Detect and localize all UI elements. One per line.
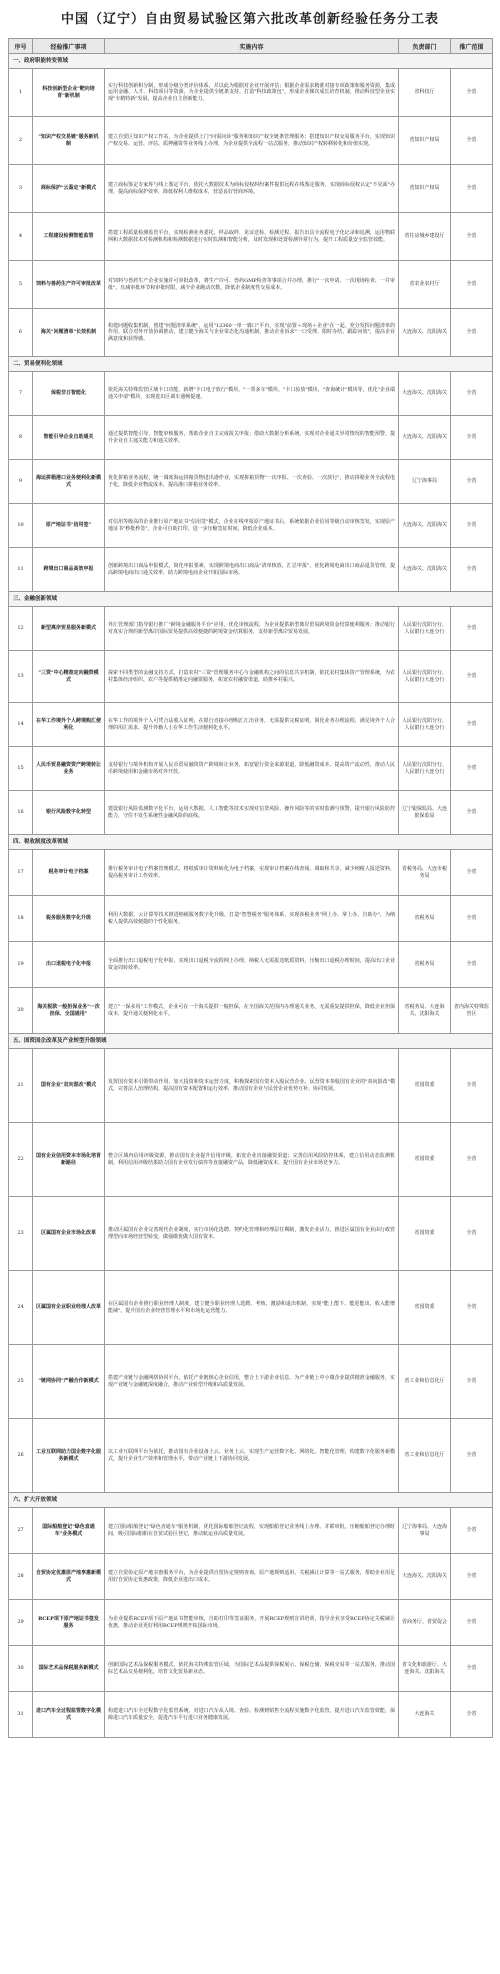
table-row [9, 1692, 493, 1738]
row-item: 国际船舶登记"绿色直通车"业务模式 [33, 1508, 105, 1554]
table-body [9, 54, 493, 1738]
row-content: 建立自贸协定原产地享惠服务平台，为企业提供自贸协定规则查询、原产地规则适用、关税减让计算等一站式服务，帮助企业用足用好自贸协定优惠政策，降低企业进出口成本。 [105, 1554, 399, 1600]
row-content: 利用大数据、云计算等技术推进纳税服务数字化升级，打造"智慧税务"服务体系，实现涉税业务"网上办、掌上办、自助办"，为纳税人提供高效便捷的个性化服务。 [105, 896, 399, 942]
section-title: 一、政府职能转变领域 [9, 54, 493, 69]
row-scope: 全省 [451, 1123, 493, 1197]
header-item: 经验推广事项 [33, 39, 105, 54]
row-index: 12 [9, 607, 33, 651]
row-dept: 辽宁海事局 [399, 460, 451, 504]
row-content: 探索不同类型的金融支持方式，打造农村"三资"管理服务中心与金融机构之间的信息共享机制，依托农村集体资产管理系统，为农村集体经济组织、农户等提供精准定向融资服务，拓宽农村融资渠道，助推乡村振兴。 [105, 651, 399, 703]
row-scope: 全省 [451, 460, 493, 504]
row-index: 23 [9, 1197, 33, 1271]
row-item: 海关税款一般担保业务"一次担保、全国通用" [33, 988, 105, 1034]
row-dept: 大连海关、沈阳海关 [399, 1554, 451, 1600]
row-content: 推行税务审计电子档案管理模式，将纸质审计资料转化为电子档案，实现审计档案在线查阅、调取和共享，减少纳税人报送资料，提高税务审计工作效率。 [105, 850, 399, 896]
row-item: 人民币贸易融资资产跨境转让业务 [33, 747, 105, 791]
row-dept: 省国资委 [399, 1197, 451, 1271]
row-dept: 省国资委 [399, 1271, 451, 1345]
row-item: "知识产权交易链"服务新机制 [33, 117, 105, 165]
row-item: 工程建设检测智能监管 [33, 213, 105, 261]
row-dept: 辽宁海事局、大连海事局 [399, 1508, 451, 1554]
row-content: 优化拼箱业务流程，统一调度海运拼箱货物进出港作业，实现拼箱货物"一次申报、一次查验、一次放行"，推动拼箱业务全流程电子化，降低企业物流成本，提高港口拼箱业务效率。 [105, 460, 399, 504]
table-row [9, 607, 493, 651]
table-row [9, 1419, 493, 1493]
row-index: 28 [9, 1554, 33, 1600]
row-item: 银行风险数字化转型 [33, 791, 105, 835]
row-scope: 省内海关特殊监管区 [451, 988, 493, 1034]
table-row [9, 416, 493, 460]
row-item: 工业互联网助力国企数字化服务新模式 [33, 1419, 105, 1493]
section-row [9, 54, 493, 69]
row-item: 新型离岸贸易服务新模式 [33, 607, 105, 651]
row-item: 进口汽车全过程监管数字化模式 [33, 1692, 105, 1738]
row-content: 全面推行出口退税电子化申报，实现出口退税全流程网上办理，纳税人无需报送纸质资料，压缩出口退税办理时间，提高出口企业资金周转效率。 [105, 942, 399, 988]
row-dept: 人民银行沈阳分行、人民银行大连分行 [399, 703, 451, 747]
task-table [8, 38, 493, 1738]
row-content: 实行科技创新积分制，形成分级分类评价体系，并以此为根据对企业开展评估；根据企业需求精准对接专项政策和服务资源，集成运用金融、人才、科技项目等资源，为企业提供全链条支持，打造"科技政策包"，形成企业梯次成长培育机制，推动科技型企业实现"专精特新"发展，提高企业自主创新能力。 [105, 69, 399, 117]
table-header-row [9, 39, 493, 54]
row-item: 在华工作境外个人跨境购汇便利化 [33, 703, 105, 747]
row-index: 18 [9, 896, 33, 942]
row-index: 20 [9, 988, 33, 1034]
row-item: 税务服务数字化升级 [33, 896, 105, 942]
row-dept: 人民银行沈阳分行、人民银行大连分行 [399, 651, 451, 703]
table-row [9, 261, 493, 309]
row-dept: 省住房城乡建设厅 [399, 213, 451, 261]
page-title: 中国（辽宁）自由贸易试验区第六批改革创新经验任务分工表 [60, 12, 439, 27]
row-index: 15 [9, 747, 33, 791]
header-dept: 负责部门 [399, 39, 451, 54]
row-content: 构建问题收集机制，创建"问题清单系统"，运用"12360一单一骑口"平台，实现"前置＋现场＋企业"在一起，充分发挥问题清单的作用，联合对外开放协调推动，建立健全海关与企业常态化沟通机制，推动企业诉求"一口受理、限时办结、跟踪问效"，提高企业满意度和获得感。 [105, 309, 399, 357]
row-dept: 省税务局 [399, 896, 451, 942]
table-row [9, 1600, 493, 1646]
row-dept: 人民银行沈阳分行、人民银行大连分行 [399, 747, 451, 791]
row-dept: 省税务局、大连市税务局 [399, 850, 451, 896]
table-row [9, 1345, 493, 1419]
row-scope: 全省 [451, 1554, 493, 1600]
row-item: 海运拼箱港口业务便利化新模式 [33, 460, 105, 504]
row-index: 17 [9, 850, 33, 896]
row-index: 8 [9, 416, 33, 460]
row-item: 区属国有企业市场化改革 [33, 1197, 105, 1271]
row-item: 国有企业信用资本市场化培育新路径 [33, 1123, 105, 1197]
header-index: 序号 [9, 39, 33, 54]
section-row [9, 592, 493, 607]
table-row [9, 850, 493, 896]
row-content: 建设银行风险监测数字化平台，运用大数据、人工智能等技术实现对信贷风险、操作风险等的实时监测与预警，提升银行风险防控能力，守住不发生系统性金融风险的底线。 [105, 791, 399, 835]
row-dept: 大连海关、沈阳海关 [399, 372, 451, 416]
row-dept: 省工业和信息化厅 [399, 1419, 451, 1493]
row-dept: 省文化和旅游厅、大连海关、沈阳海关 [399, 1646, 451, 1692]
header-content: 实施内容 [105, 39, 399, 54]
row-content: 创新跨境出口商品申报模式，简化申报要素，实现跨境电商出口商品"清单核放、汇总申报"，优化跨境电商出口商品退货管理，提高跨境电商出口通关效率，助力跨境电商企业开拓国际市场。 [105, 548, 399, 592]
table-row [9, 942, 493, 988]
row-index: 31 [9, 1692, 33, 1738]
row-index: 29 [9, 1600, 33, 1646]
section-row [9, 1493, 493, 1508]
row-index: 10 [9, 504, 33, 548]
row-item: 国际艺术品保税服务新模式 [33, 1646, 105, 1692]
row-index: 26 [9, 1419, 33, 1493]
table-row [9, 747, 493, 791]
section-title: 五、国资国企改革及产业转型升级领域 [9, 1034, 493, 1049]
row-index: 2 [9, 117, 33, 165]
row-content: 搭建工程质量检测监管平台，实现检测业务委托、样品取样、见证送检、检测过程、报告出具全流程电子化记录和追溯，运用物联网和大数据技术对检测机构和检测数据进行实时监测和智能分析，及时发现和处置检测异常行为，提升工程质量安全监管效能。 [105, 213, 399, 261]
row-content: 支持银行与境外机构开展人民币贸易融资资产跨境转让业务，拓宽银行资金来源渠道，降低融资成本，提高资产流动性，推动人民币跨境使用和金融市场对外开放。 [105, 747, 399, 791]
section-title: 六、扩大开放领域 [9, 1493, 493, 1508]
row-scope: 全省 [451, 1197, 493, 1271]
table-row [9, 1197, 493, 1271]
row-item: 科技创新型企业"靶向培育"新机制 [33, 69, 105, 117]
row-scope: 全省 [451, 261, 493, 309]
row-dept: 大连海关、沈阳海关 [399, 548, 451, 592]
row-dept: 省国资委 [399, 1049, 451, 1123]
row-content: 建立自贸区知识产权工作站，为企业提供上门"问需问诊"服务和知识产权全链条管理服务；搭建知识产权交易服务平台，实现知识产权交易、运营、评估、质押融资等业务线上办理，为企业提供全流程一站式服务，推动知识产权转移转化和价值实现。 [105, 117, 399, 165]
row-content: 建立商标鉴定专家库与线上鉴定平台，依托大数据技术为商标侵权纠纷案件提供远程在线鉴定服务，实现商标侵权认定"不见面"办理，提高商标保护效率，降低权利人维权成本，营造良好营商环境。 [105, 165, 399, 213]
table-row [9, 117, 493, 165]
table-row [9, 896, 493, 942]
row-index: 19 [9, 942, 33, 988]
row-index: 21 [9, 1049, 33, 1123]
section-row [9, 1034, 493, 1049]
row-scope: 全省 [451, 850, 493, 896]
row-index: 9 [9, 460, 33, 504]
row-item: 税务审计电子档案 [33, 850, 105, 896]
row-scope: 全省 [451, 942, 493, 988]
table-row [9, 504, 493, 548]
row-scope: 全省 [451, 548, 493, 592]
row-index: 11 [9, 548, 33, 592]
row-dept: 大连海关、沈阳海关 [399, 416, 451, 460]
row-item: 海关"问题清单"长效机制 [33, 309, 105, 357]
row-dept: 人民银行沈阳分行、人民银行大连分行 [399, 607, 451, 651]
row-scope: 全省 [451, 309, 493, 357]
section-row [9, 835, 493, 850]
row-content: 创新国际艺术品保税服务模式，依托海关特殊监管区域，为国际艺术品提供保税展示、保税仓储、保税交易等一站式服务，推动国际艺术品交易便利化，培育文化贸易新业态。 [105, 1646, 399, 1692]
table-row [9, 213, 493, 261]
row-scope: 全省 [451, 504, 493, 548]
row-scope: 全省 [451, 69, 493, 117]
row-index: 25 [9, 1345, 33, 1419]
row-item: 原产地证书"信用签" [33, 504, 105, 548]
row-item: "三资"中心精准定向融资模式 [33, 651, 105, 703]
row-item: 区属国有企业职业经理人改革 [33, 1271, 105, 1345]
row-index: 5 [9, 261, 33, 309]
row-content: 外汇管理部门指导银行推广"跨境金融服务平台"应用，优化审核流程，为企业提供新型离岸贸易跨境资金结算便利服务；推动银行对真实合规的新型离岸国际贸易提供高效便捷的跨境资金结算服务，支持新型离岸贸易发展。 [105, 607, 399, 651]
section-title: 三、金融创新领域 [9, 592, 493, 607]
row-scope: 全省 [451, 1345, 493, 1419]
header-scope: 推广范围 [451, 39, 493, 54]
row-dept: 大连海关、沈阳海关 [399, 309, 451, 357]
row-index: 27 [9, 1508, 33, 1554]
row-scope: 全省 [451, 747, 493, 791]
row-dept: 省国资委 [399, 1123, 451, 1197]
row-dept: 省知识产权局 [399, 165, 451, 213]
row-scope: 全省 [451, 651, 493, 703]
row-content: 通过提供智能引导、智能审核服务，帮助企业自主完成报关申报；借助大数据分析系统，实现对企业通关异常情况的智能预警，提升企业自主通关能力和通关效率。 [105, 416, 399, 460]
row-item: 出口退税电子化申报 [33, 942, 105, 988]
section-title: 四、税收制度改革领域 [9, 835, 493, 850]
row-index: 24 [9, 1271, 33, 1345]
row-scope: 全省 [451, 213, 493, 261]
row-content: 对信用等级高的企业推行原产地证书"信用签"模式，企业在线申报原产地证书后，系统依据企业信用等级自动审核签发，实现原产地证书"秒批秒签"，企业可自助打印，进一步压缩签证时间，降低企业成本。 [105, 504, 399, 548]
row-item: 智能引导企业自助通关 [33, 416, 105, 460]
row-dept: 辽宁银保监局、大连银保监局 [399, 791, 451, 835]
row-content: 在华工作的境外个人可凭合法收入证明，在银行直接办理购汇汇出业务，无需提供完税证明，简化业务办理流程，满足境外个人合理的用汇需求，提升外籍人士在华工作生活便利化水平。 [105, 703, 399, 747]
row-content: 为企业提供RCEP项下原产地证书智能审核、自助打印等签证服务，开展RCEP规则宣讲培训，指导企业享受RCEP协定关税减让优惠，推动企业更好利用RCEP规则开拓国际市场。 [105, 1600, 399, 1646]
row-dept: 省税务局 [399, 942, 451, 988]
row-index: 4 [9, 213, 33, 261]
row-index: 6 [9, 309, 33, 357]
row-index: 7 [9, 372, 33, 416]
table-row [9, 791, 493, 835]
row-index: 1 [9, 69, 33, 117]
row-scope: 全省 [451, 416, 493, 460]
row-content: 以工业互联网平台为依托，推动国有企业设备上云、业务上云，实现生产运营数字化、网络化、智能化管理，构建数字化服务新模式，提升企业生产效率和管理水平，带动产业链上下游协同发展。 [105, 1419, 399, 1493]
table-row [9, 1508, 493, 1554]
row-index: 3 [9, 165, 33, 213]
row-scope: 全省 [451, 1692, 493, 1738]
row-dept: 省工业和信息化厅 [399, 1345, 451, 1419]
row-content: 建立国际船舶登记"绿色直通车"服务机制，优化国际船舶登记流程，实现船舶登记业务线上办理、并联审批，压缩船舶登记办理时间，吸引国际船舶在自贸试验区登记，推动航运业高质量发展。 [105, 1508, 399, 1554]
row-scope: 全省 [451, 1419, 493, 1493]
row-content: 搭建产业链与金融网络协同平台，依托产业链核心企业信用，整合上下游企业信息，为产业链上中小微企业提供精准金融服务，实现产业链与金融链深度融合，推动产业转型升级和高质量发展。 [105, 1345, 399, 1419]
table-row [9, 1123, 493, 1197]
row-index: 13 [9, 651, 33, 703]
row-scope: 全省 [451, 1271, 493, 1345]
row-index: 14 [9, 703, 33, 747]
table-row [9, 1271, 493, 1345]
row-scope: 全省 [451, 896, 493, 942]
table-row [9, 548, 493, 592]
row-dept: 省商务厅、省贸促会 [399, 1600, 451, 1646]
row-content: 发挥国有资本引领带动作用，加大投资和资本运营力度，积极探索国有资本入股民营企业、民营资本参股国有企业的"双向混改"模式，完善法人治理结构，提高国有资本配置和运行效率，推动国有企业与民营企业优势互补、协同发展。 [105, 1049, 399, 1123]
row-scope: 全省 [451, 117, 493, 165]
table-row [9, 1646, 493, 1692]
section-title: 二、贸易便利化领域 [9, 357, 493, 372]
row-scope: 全省 [451, 372, 493, 416]
row-item: 跨境出口商品高效申报 [33, 548, 105, 592]
table-row [9, 1049, 493, 1123]
row-content: 依托海关特殊监管区域卡口功能，新增"卡口电子放行"模块、"一票多车"模块、"卡口验放"模块，"查询统计"模块等，优化"企业端通关申请"模块，实现进出区调车通畅提速。 [105, 372, 399, 416]
row-scope: 全省 [451, 1646, 493, 1692]
table-row [9, 1554, 493, 1600]
row-scope: 全省 [451, 1600, 493, 1646]
row-dept: 大连海关、沈阳海关 [399, 504, 451, 548]
row-scope: 全省 [451, 1049, 493, 1123]
row-dept: 省农业农村厅 [399, 261, 451, 309]
row-item: 国有企业"双向混改"模式 [33, 1049, 105, 1123]
row-index: 16 [9, 791, 33, 835]
row-item: 保税非日智能化 [33, 372, 105, 416]
row-item: "链网协同"产融合作新模式 [33, 1345, 105, 1419]
row-index: 30 [9, 1646, 33, 1692]
row-index: 22 [9, 1123, 33, 1197]
table-row [9, 651, 493, 703]
table-row [9, 460, 493, 504]
row-content: 对饲料与兽药生产企业实施许可审批改革，将生产许可、兽药GMP检查等事项合并办理，推行"一次申请、一次现场检查、一并审批"，压减审批环节和审批时限，减少企业跑动次数，降低企业制度性交易成本。 [105, 261, 399, 309]
row-scope: 全省 [451, 607, 493, 651]
row-content: 推动区属国有企业完善现代企业制度，实行市场化选聘、契约化管理和经理层任期制，激发企业活力，推进区属国有企业由行政管理型向市场经营型转变，做强做优做大国有资本。 [105, 1197, 399, 1271]
table-row [9, 703, 493, 747]
row-dept: 省知识产权局 [399, 117, 451, 165]
section-row [9, 357, 493, 372]
row-item: 商标保护"云鉴定"新模式 [33, 165, 105, 213]
row-content: 整合区域内信用评级资源，推动国有企业提升信用评级，拓宽企业直接融资渠道；完善信用风险防控体系，建立信用动态监测机制，利用信用评级结果助力国有企业发行债券等直接融资产品，降低融资成本，提升国有企业市场竞争力。 [105, 1123, 399, 1197]
row-dept: 省科技厅 [399, 69, 451, 117]
table-row [9, 372, 493, 416]
row-content: 建立"一保多用"工作模式，企业可在一个海关提供一般担保，在全国海关范围内办理通关业务，无需重复提供担保，降低企业担保成本，提升通关便利化水平。 [105, 988, 399, 1034]
row-item: 饲料与兽药生产许可审批改革 [33, 261, 105, 309]
row-content: 在区属国有企业推行职业经理人制度，建立健全职业经理人选聘、考核、激励和退出机制，实现"能上能下、能进能出、收入能增能减"，提升国有企业经营管理水平和市场化运营能力。 [105, 1271, 399, 1345]
row-item: RCEP项下原产地证书签发服务 [33, 1600, 105, 1646]
row-item: 自贸协定优惠原产地享惠新模式 [33, 1554, 105, 1600]
row-content: 构建进口汽车全过程数字化监管系统，对进口汽车从入境、查验、检测到销售全流程实施数字化监管，提升进口汽车监管效能，保障进口汽车质量安全，促进汽车平行进口业务健康发展。 [105, 1692, 399, 1738]
row-dept: 省税务局、大连海关、沈阳海关 [399, 988, 451, 1034]
table-row [9, 988, 493, 1034]
table-row [9, 69, 493, 117]
row-scope: 全省 [451, 703, 493, 747]
row-scope: 全省 [451, 791, 493, 835]
table-row [9, 309, 493, 357]
row-dept: 大连海关 [399, 1692, 451, 1738]
row-scope: 全省 [451, 165, 493, 213]
table-row [9, 165, 493, 213]
row-scope: 全省 [451, 1508, 493, 1554]
